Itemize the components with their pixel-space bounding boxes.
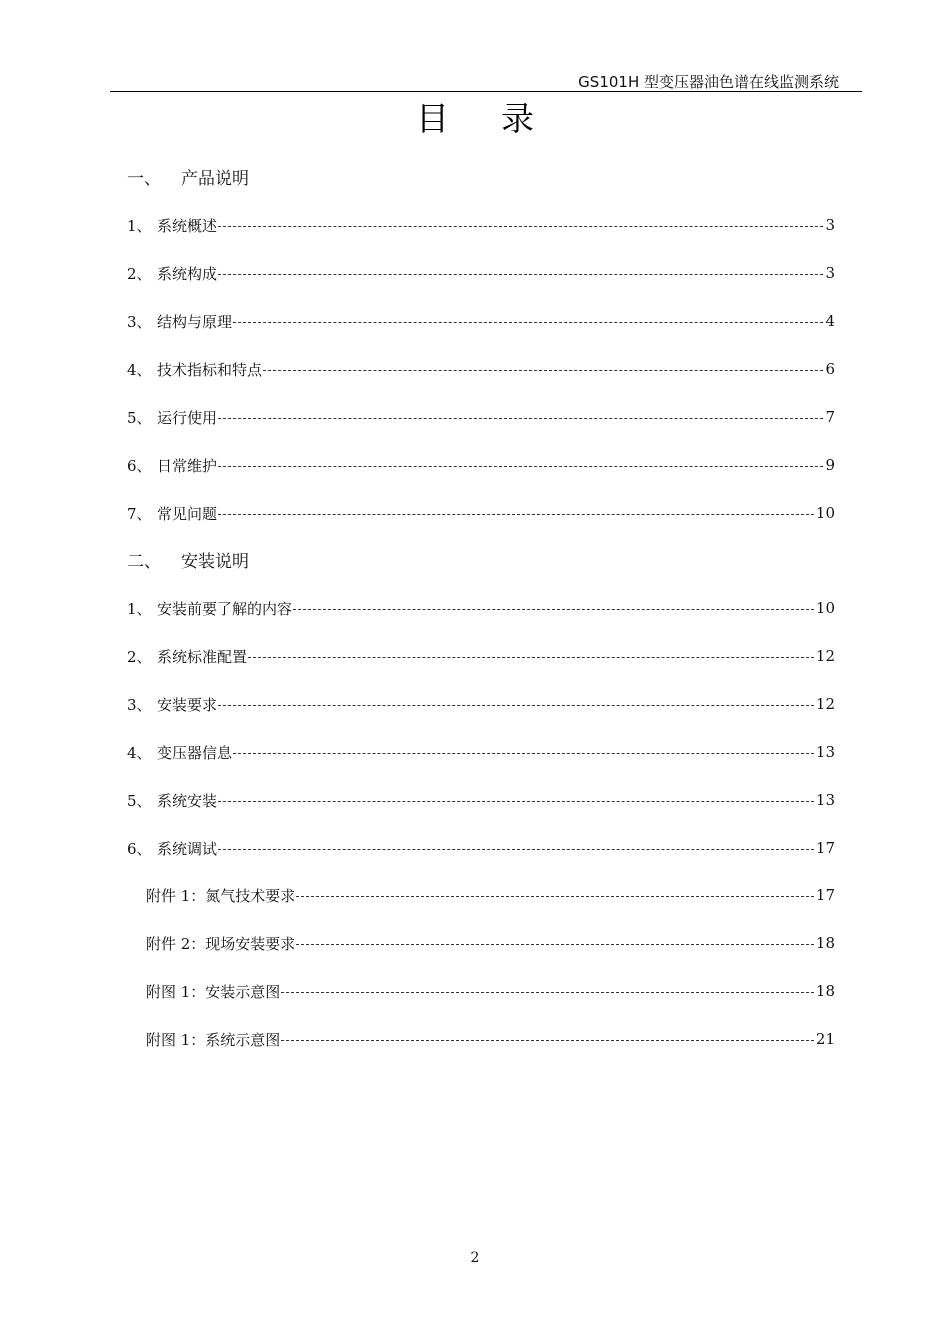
running-header: GS101H 型变压器油色谱在线监测系统 [578, 73, 839, 91]
toc-entry[interactable] [127, 454, 835, 476]
toc-entry[interactable] [127, 502, 835, 524]
toc-appendix-entry[interactable] [146, 980, 835, 1002]
entry-page: 12 [815, 647, 835, 665]
entry-page: 18 [815, 934, 835, 952]
dot-leader [281, 992, 814, 993]
entry-text: 技术指标和特点 [157, 360, 263, 379]
section-title: 安装说明 [181, 552, 249, 572]
entry-text: 系统构成 [157, 264, 218, 283]
section-number: 一、 [127, 169, 161, 189]
entry-page: 10 [815, 504, 835, 522]
entry-number: 3、 [127, 695, 152, 714]
entry-page: 4 [825, 312, 835, 330]
toc-appendix-entry[interactable] [146, 1028, 835, 1050]
toc-entry[interactable] [127, 789, 835, 811]
toc-appendix-entry[interactable] [146, 932, 835, 954]
entry-text: 运行使用 [157, 408, 218, 427]
entry-text: 安装前要了解的内容 [157, 599, 293, 618]
entry-text: 结构与原理 [157, 312, 233, 331]
toc-entry[interactable] [127, 358, 835, 380]
toc-entry[interactable] [127, 406, 835, 428]
entry-text: 变压器信息 [157, 743, 233, 762]
entry-number: 2、 [127, 264, 152, 283]
dot-leader [248, 657, 814, 658]
dot-leader [218, 849, 814, 850]
entry-page: 13 [815, 791, 835, 809]
page-number: 2 [470, 1250, 480, 1266]
entry-text: 附图 1：安装示意图 [146, 982, 281, 1001]
entry-page: 13 [815, 743, 835, 761]
entry-number: 4、 [127, 743, 152, 762]
entry-number: 3、 [127, 312, 152, 331]
entry-page: 7 [825, 408, 835, 426]
dot-leader [281, 1040, 814, 1041]
entry-text: 附图 1：系统示意图 [146, 1030, 281, 1049]
entry-text: 系统安装 [157, 791, 218, 810]
entry-text: 常见问题 [157, 504, 218, 523]
entry-number: 5、 [127, 791, 152, 810]
dot-leader [218, 226, 823, 227]
entry-page: 21 [815, 1030, 835, 1048]
entry-number: 2、 [127, 647, 152, 666]
toc-entry[interactable] [127, 214, 835, 236]
dot-leader [233, 322, 823, 323]
dot-leader [218, 705, 814, 706]
entry-number: 1、 [127, 599, 152, 618]
entry-page: 18 [815, 982, 835, 1000]
section-heading-product [127, 164, 249, 189]
entry-text: 安装要求 [157, 695, 218, 714]
entry-number: 7、 [127, 504, 152, 523]
section-number: 二、 [127, 552, 161, 572]
entry-text: 附件 1：氮气技术要求 [146, 886, 296, 905]
entry-text: 附件 2：现场安装要求 [146, 934, 296, 953]
entry-number: 6、 [127, 456, 152, 475]
entry-page: 10 [815, 599, 835, 617]
toc-title: 目录 [416, 99, 586, 138]
dot-leader [218, 418, 823, 419]
entry-number: 1、 [127, 216, 152, 235]
dot-leader [296, 944, 814, 945]
dot-leader [218, 514, 814, 515]
entry-text: 系统标准配置 [157, 647, 248, 666]
toc-entry[interactable] [127, 597, 835, 619]
toc-entry[interactable] [127, 310, 835, 332]
entry-number: 4、 [127, 360, 152, 379]
dot-leader [263, 370, 823, 371]
entry-page: 6 [825, 360, 835, 378]
section-heading-installation [127, 547, 249, 572]
toc-entry[interactable] [127, 693, 835, 715]
toc-entry[interactable] [127, 262, 835, 284]
toc-entry[interactable] [127, 837, 835, 859]
entry-number: 5、 [127, 408, 152, 427]
dot-leader [218, 274, 823, 275]
dot-leader [293, 609, 814, 610]
dot-leader [296, 896, 814, 897]
entry-text: 系统调试 [157, 839, 218, 858]
entry-page: 3 [825, 216, 835, 234]
toc-appendix-entry[interactable] [146, 884, 835, 906]
section-title: 产品说明 [181, 169, 249, 189]
entry-page: 12 [815, 695, 835, 713]
entry-page: 17 [815, 886, 835, 904]
dot-leader [218, 801, 814, 802]
dot-leader [218, 466, 823, 467]
toc-entry[interactable] [127, 645, 835, 667]
entry-page: 17 [815, 839, 835, 857]
dot-leader [233, 753, 814, 754]
entry-text: 日常维护 [157, 456, 218, 475]
entry-page: 3 [825, 264, 835, 282]
toc-entry[interactable] [127, 741, 835, 763]
entry-number: 6、 [127, 839, 152, 858]
entry-page: 9 [825, 456, 835, 474]
entry-text: 系统概述 [157, 216, 218, 235]
